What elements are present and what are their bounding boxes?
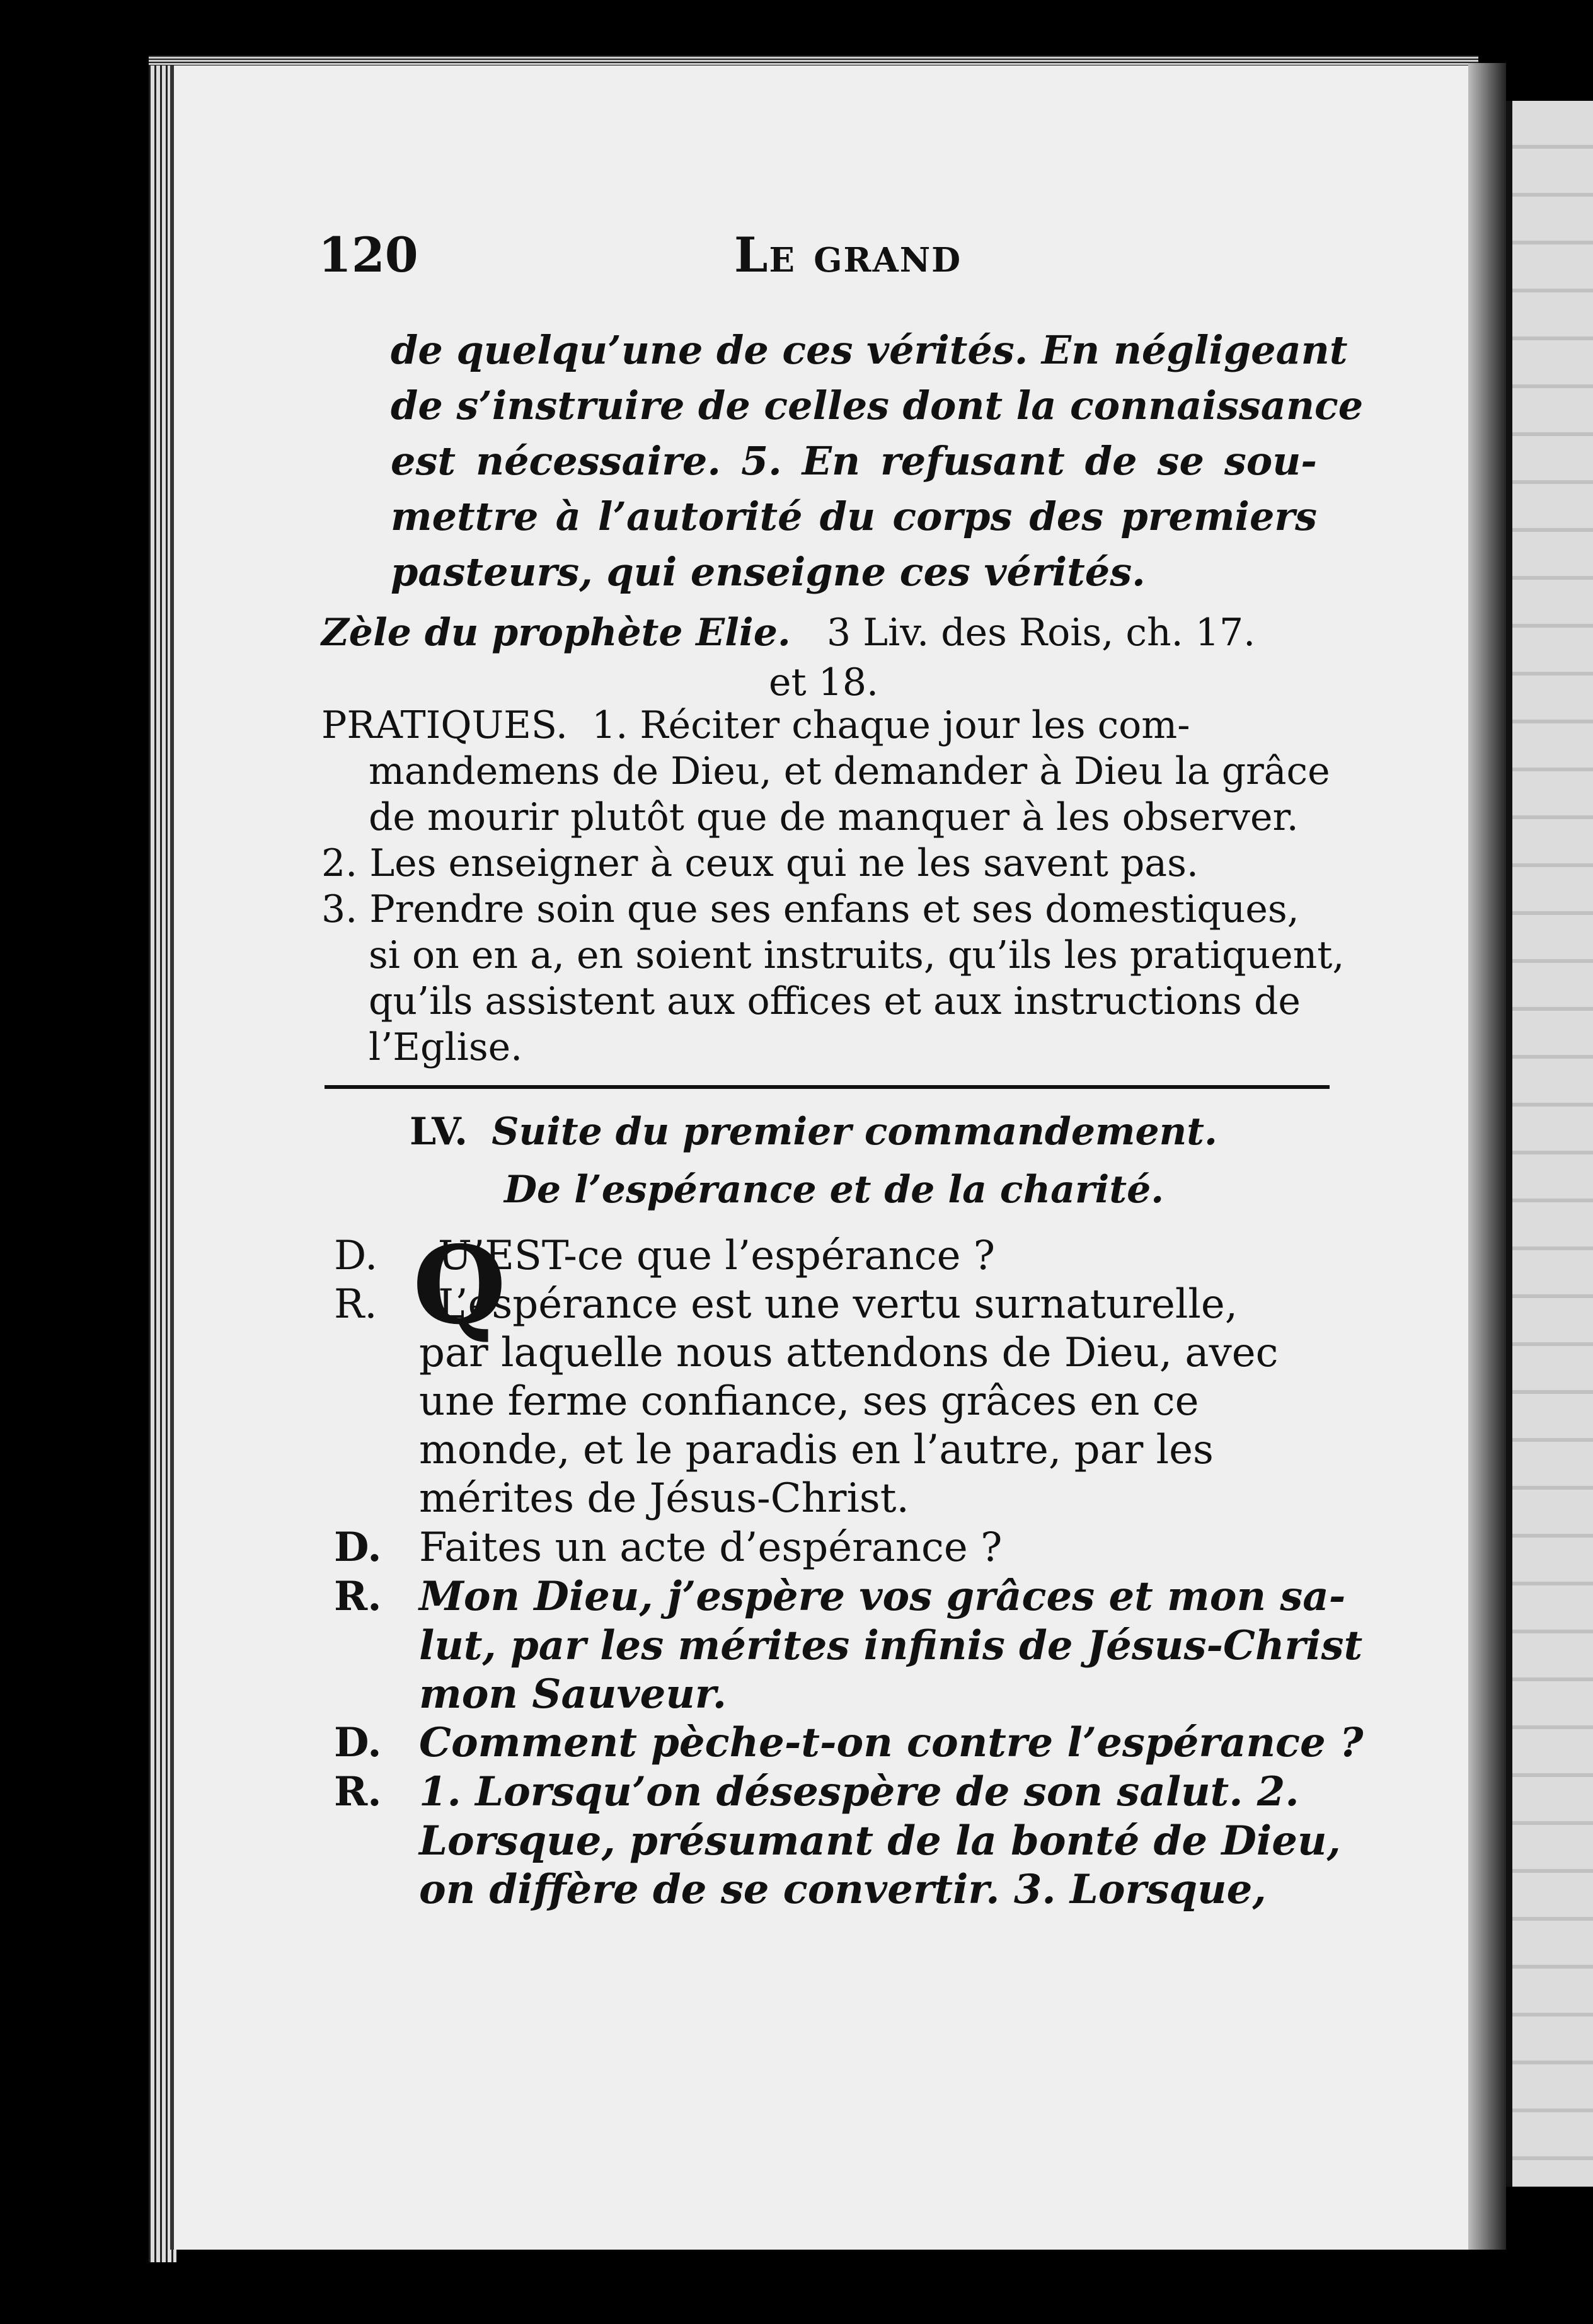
question-label: D. [334,1233,378,1279]
answer-label: R. [334,1281,377,1328]
text-line: 1. Réciter chaque jour les com- [592,703,1190,747]
answer-text: Mon Dieu, j’espère vos grâces et mon sa- [419,1573,1346,1620]
book-gutter [1468,63,1506,2250]
answer-text: on diffère de se convertir. 3. Lorsque, [419,1866,1267,1913]
facing-page [1506,101,1593,2187]
text-line: de mourir plutôt que de manquer à les observer. [369,795,1299,839]
paragraph-continuation [391,323,1364,600]
section-title: Suite du premier commandement. [492,1110,1217,1154]
page-header [318,227,1339,296]
reference-citation-cont: et 18. [769,660,879,705]
answer-text: par laquelle nous attendons de Dieu, avec [419,1330,1279,1376]
pratiques-section [321,703,1345,1071]
question-label: D. [334,1719,382,1766]
section-subtitle: De l’espérance et de la charité. [504,1168,1165,1212]
reference-citation: 3 Liv. des Rois, ch. 17. [827,611,1256,655]
section-heading [410,1103,1323,1219]
pratiques-label: PRATIQUES. [321,703,568,747]
running-title: Le grand [734,227,962,283]
answer-text: mon Sauveur. [419,1671,727,1718]
question-text: Comment pèche-t-on contre l’espérance ? [419,1719,1364,1766]
text-line: de quelqu’une de ces vérités. En négligeant [391,327,1348,373]
answer-label: R. [334,1768,382,1815]
text-line: est nécessaire. 5. En refusant de se sou- [391,438,1317,484]
text-line: de s’instruire de celles dont la connaissance [391,383,1364,429]
text-line: mettre à l’autorité du corps des premiers [391,493,1317,539]
answer-text: une ferme confiance, ses grâces en ce [419,1378,1199,1425]
text-line: qu’ils assistent aux offices et aux instructions de [369,979,1301,1023]
qa-section [334,1222,1364,1914]
item-number: 3. [321,887,358,931]
answer-text: Lorsque, présumant de la bonté de Dieu, [419,1817,1341,1865]
section-number: LV. [410,1110,468,1154]
answer-text: lut, par les mérites infinis de Jésus-Christ [419,1622,1363,1669]
reference-zele [321,605,1323,705]
answer-text: monde, et le paradis en l’autre, par les [419,1427,1214,1473]
drop-cap: Q [413,1222,507,1349]
page-top-edge [149,55,1478,66]
question-text: Faites un acte d’espérance ? [419,1524,1003,1571]
answer-text: L’espérance est une vertu surnaturelle, [438,1281,1238,1328]
text-line: Les enseigner à ceux qui ne les savent pas. [369,841,1199,885]
item-number: 2. [321,841,358,885]
page-number: 120 [318,227,418,283]
text-line: si on en a, en soient instruits, qu’ils les pratiquent, [369,933,1345,977]
section-divider [325,1085,1330,1089]
question-label: D. [334,1524,382,1571]
text-line: Prendre soin que ses enfans et ses domestiques, [369,887,1299,931]
answer-label: R. [334,1573,382,1620]
text-line: l’Eglise. [369,1025,523,1069]
question-text: U’EST-ce que l’espérance ? [438,1233,996,1279]
answer-text: 1. Lorsqu’on désespère de son salut. 2. [419,1768,1299,1815]
answer-text: mérites de Jésus-Christ. [419,1475,909,1522]
text-line: mandemens de Dieu, et demander à Dieu la grâce [369,749,1330,793]
reference-italic: Zèle du prophète Elie. [321,611,791,655]
text-line: pasteurs, qui enseigne ces vérités. [391,549,1146,595]
